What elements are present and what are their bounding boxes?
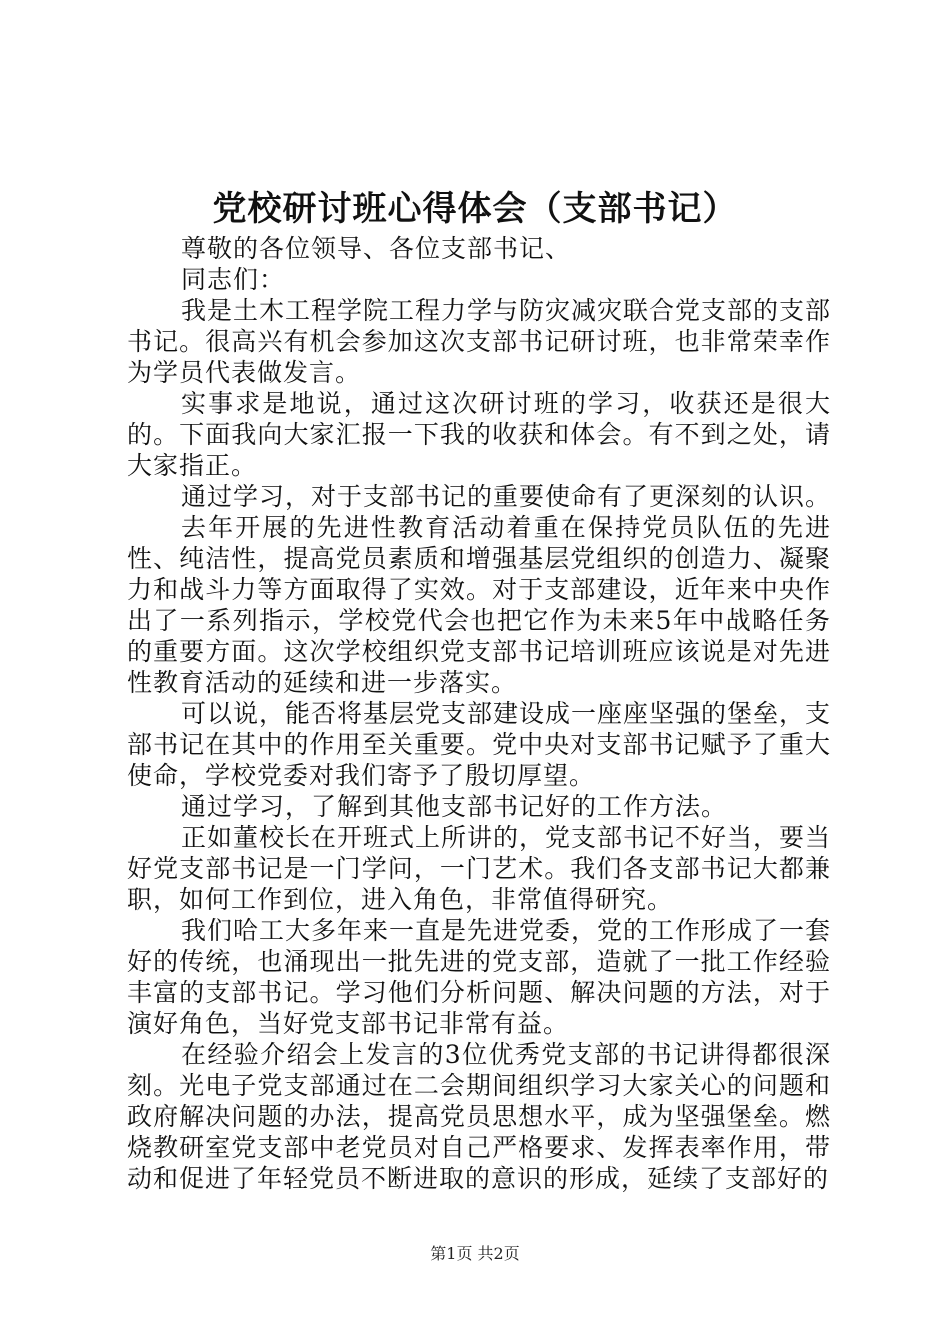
paragraph: 我们哈工大多年来一直是先进党委，党的工作形成了一套好的传统，也涌现出一批先进的党支部，造就了一批工作经验丰富的支部书记。学习他们分析问题、解决问题的方法，对于演好角色，当好党支部书记非常有益。 — [127, 916, 832, 1038]
paragraph: 可以说，能否将基层党支部建设成一座座坚强的堡垒，支部书记在其中的作用至关重要。党中央对支部书记赋予了重大使命，学校党委对我们寄予了殷切厚望。 — [127, 699, 832, 790]
paragraph: 实事求是地说，通过这次研讨班的学习，收获还是很大的。下面我向大家汇报一下我的收获和体会。有不到之处，请大家指正。 — [127, 389, 831, 480]
paragraph-salutation: 尊敬的各位领导、各位支部书记、 — [181, 234, 572, 263]
document-title: 党校研讨班心得体会（支部书记） — [212, 189, 738, 229]
paragraph: 正如董校长在开班式上所讲的，党支部书记不好当，要当好党支部书记是一门学问，一门艺术。我们各支部书记大都兼职，如何工作到位，进入角色，非常值得研究。 — [127, 823, 832, 914]
paragraph-salutation-2: 同志们： — [181, 265, 286, 294]
paragraph: 通过学习，对于支部书记的重要使命有了更深刻的认识。 — [181, 482, 832, 511]
paragraph: 去年开展的先进性教育活动着重在保持党员队伍的先进性、纯洁性，提高党员素质和增强基层党组织的创造力、凝聚力和战斗力等方面取得了实效。对于支部建设，近年来中央作出了一系列指示，学校党代会也把它作为未来5年中战略任务的重要方面。这次学校组织党支部书记培训班应该说是对先进性教育活动的延续和进一步落实。 — [127, 513, 831, 697]
paragraph: 通过学习，了解到其他支部书记好的工作方法。 — [181, 792, 728, 821]
paragraph: 我是土木工程学院工程力学与防灾减灾联合党支部的支部书记。很高兴有机会参加这次支部书记研讨班，也非常荣幸作为学员代表做发言。 — [127, 296, 832, 387]
page-footer: 第1页 共2页 — [430, 1244, 520, 1263]
document-body — [127, 233, 831, 1194]
paragraph: 在经验介绍会上发言的3位优秀党支部的书记讲得都很深刻。光电子党支部通过在二会期间组织学习大家关心的问题和政府解决问题的办法，提高党员思想水平，成为坚强堡垒。燃烧教研室党支部中老党员对自己严格要求、发挥表率作用，带动和促进了年轻党员不断进取的意识的形成，延续了支部好的 — [127, 1040, 831, 1193]
